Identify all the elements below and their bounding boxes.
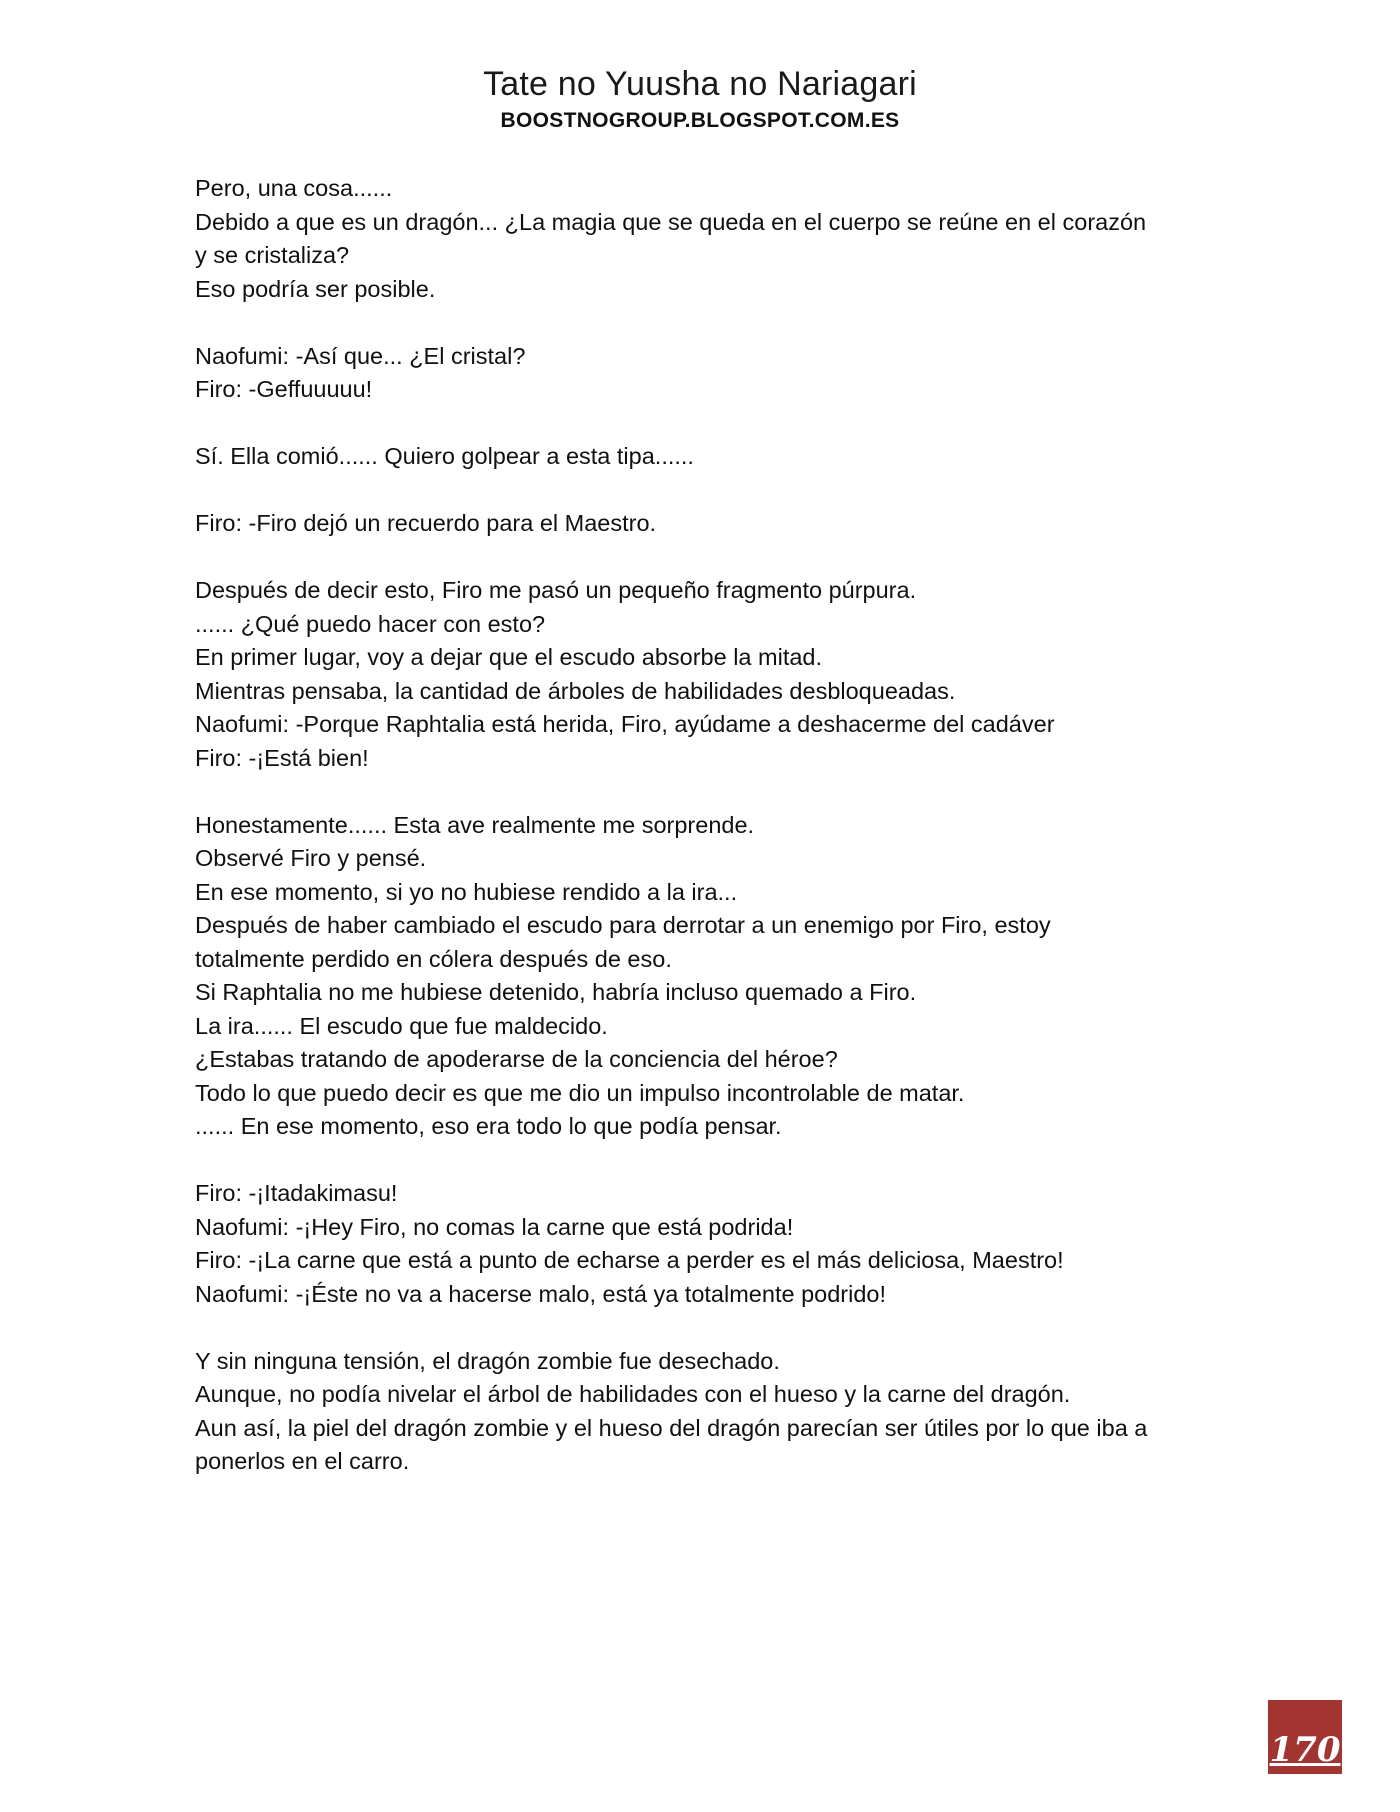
text-line: Debido a que es un dragón... ¿La magia que se queda en el cuerpo se reúne en el corazón bbox=[195, 208, 1147, 235]
text-line: Firo: -Geffuuuuu! bbox=[195, 376, 373, 402]
site-url: BOOSTNOGROUP.BLOGSPOT.COM.ES bbox=[500, 109, 900, 132]
text-line: Todo lo que puedo decir es que me dio un impulso incontrolable de matar. bbox=[195, 1079, 965, 1106]
blank-line bbox=[195, 474, 1235, 508]
blank-line bbox=[195, 1144, 1235, 1178]
text-line: Aunque, no podía nivelar el árbol de habilidades con el hueso y la carne del dragón. bbox=[195, 1381, 1071, 1407]
blank-line bbox=[195, 306, 1235, 340]
text-line: ponerlos en el carro. bbox=[195, 1448, 410, 1474]
text-line: Firo: -Firo dejó un recuerdo para el Maestro. bbox=[195, 510, 657, 536]
text-line: ...... ¿Qué puedo hacer con esto? bbox=[195, 610, 546, 637]
page-number-badge bbox=[1268, 1700, 1342, 1774]
text-line: En primer lugar, voy a dejar que el escudo absorbe la mitad. bbox=[195, 644, 823, 670]
blank-line bbox=[195, 541, 1235, 575]
text-line: Observé Firo y pensé. bbox=[195, 845, 427, 871]
text-line: Sí. Ella comió...... Quiero golpear a esta tipa...... bbox=[195, 443, 694, 469]
text-line: Después de haber cambiado el escudo para derrotar a un enemigo por Firo, estoy bbox=[195, 912, 1051, 938]
text-line: y se cristaliza? bbox=[195, 242, 350, 268]
text-line: Mientras pensaba, la cantidad de árboles de habilidades desbloqueadas. bbox=[195, 677, 956, 704]
text-line: Después de decir esto, Firo me pasó un pequeño fragmento púrpura. bbox=[195, 577, 917, 603]
text-line: Y sin ninguna tensión, el dragón zombie fue desechado. bbox=[195, 1347, 780, 1374]
text-line: Naofumi: -¡Éste no va a hacerse malo, está ya totalmente podrido! bbox=[195, 1280, 886, 1307]
text-line: La ira...... El escudo que fue maldecido. bbox=[195, 1012, 608, 1039]
text-line: Naofumi: -Así que... ¿El cristal? bbox=[195, 342, 526, 369]
page-number: 170 bbox=[1269, 1730, 1341, 1770]
text-line: ¿Estabas tratando de apoderarse de la conciencia del héroe? bbox=[195, 1046, 838, 1072]
document-title: Tate no Yuusha no Nariagari bbox=[483, 65, 917, 103]
blank-line bbox=[195, 407, 1235, 441]
text-line: Honestamente...... Esta ave realmente me sorprende. bbox=[195, 811, 755, 838]
text-line: En ese momento, si yo no hubiese rendido a la ira... bbox=[195, 878, 738, 905]
text-line: totalmente perdido en cólera después de eso. bbox=[195, 945, 672, 972]
text-line: Naofumi: -¡Hey Firo, no comas la carne que está podrida! bbox=[195, 1213, 794, 1240]
blank-line bbox=[195, 775, 1235, 809]
text-line: Firo: -¡La carne que está a punto de echarse a perder es el más deliciosa, Maestro! bbox=[195, 1247, 1064, 1273]
text-line: Firo: -¡Itadakimasu! bbox=[195, 1180, 398, 1206]
text-line: ...... En ese momento, eso era todo lo que podía pensar. bbox=[195, 1113, 782, 1139]
blank-line bbox=[195, 1311, 1235, 1345]
text-line: Si Raphtalia no me hubiese detenido, habría incluso quemado a Firo. bbox=[195, 979, 917, 1005]
body-text bbox=[195, 172, 1235, 1479]
text-line: Firo: -¡Está bien! bbox=[195, 744, 369, 771]
page-header bbox=[0, 62, 1400, 136]
text-line: Pero, una cosa...... bbox=[195, 175, 393, 201]
text-line: Naofumi: -Porque Raphtalia está herida, Firo, ayúdame a deshacerme del cadáver bbox=[195, 711, 1055, 737]
text-line: Aun así, la piel del dragón zombie y el hueso del dragón parecían ser útiles por lo que iba a bbox=[195, 1414, 1148, 1441]
text-line: Eso podría ser posible. bbox=[195, 275, 436, 302]
